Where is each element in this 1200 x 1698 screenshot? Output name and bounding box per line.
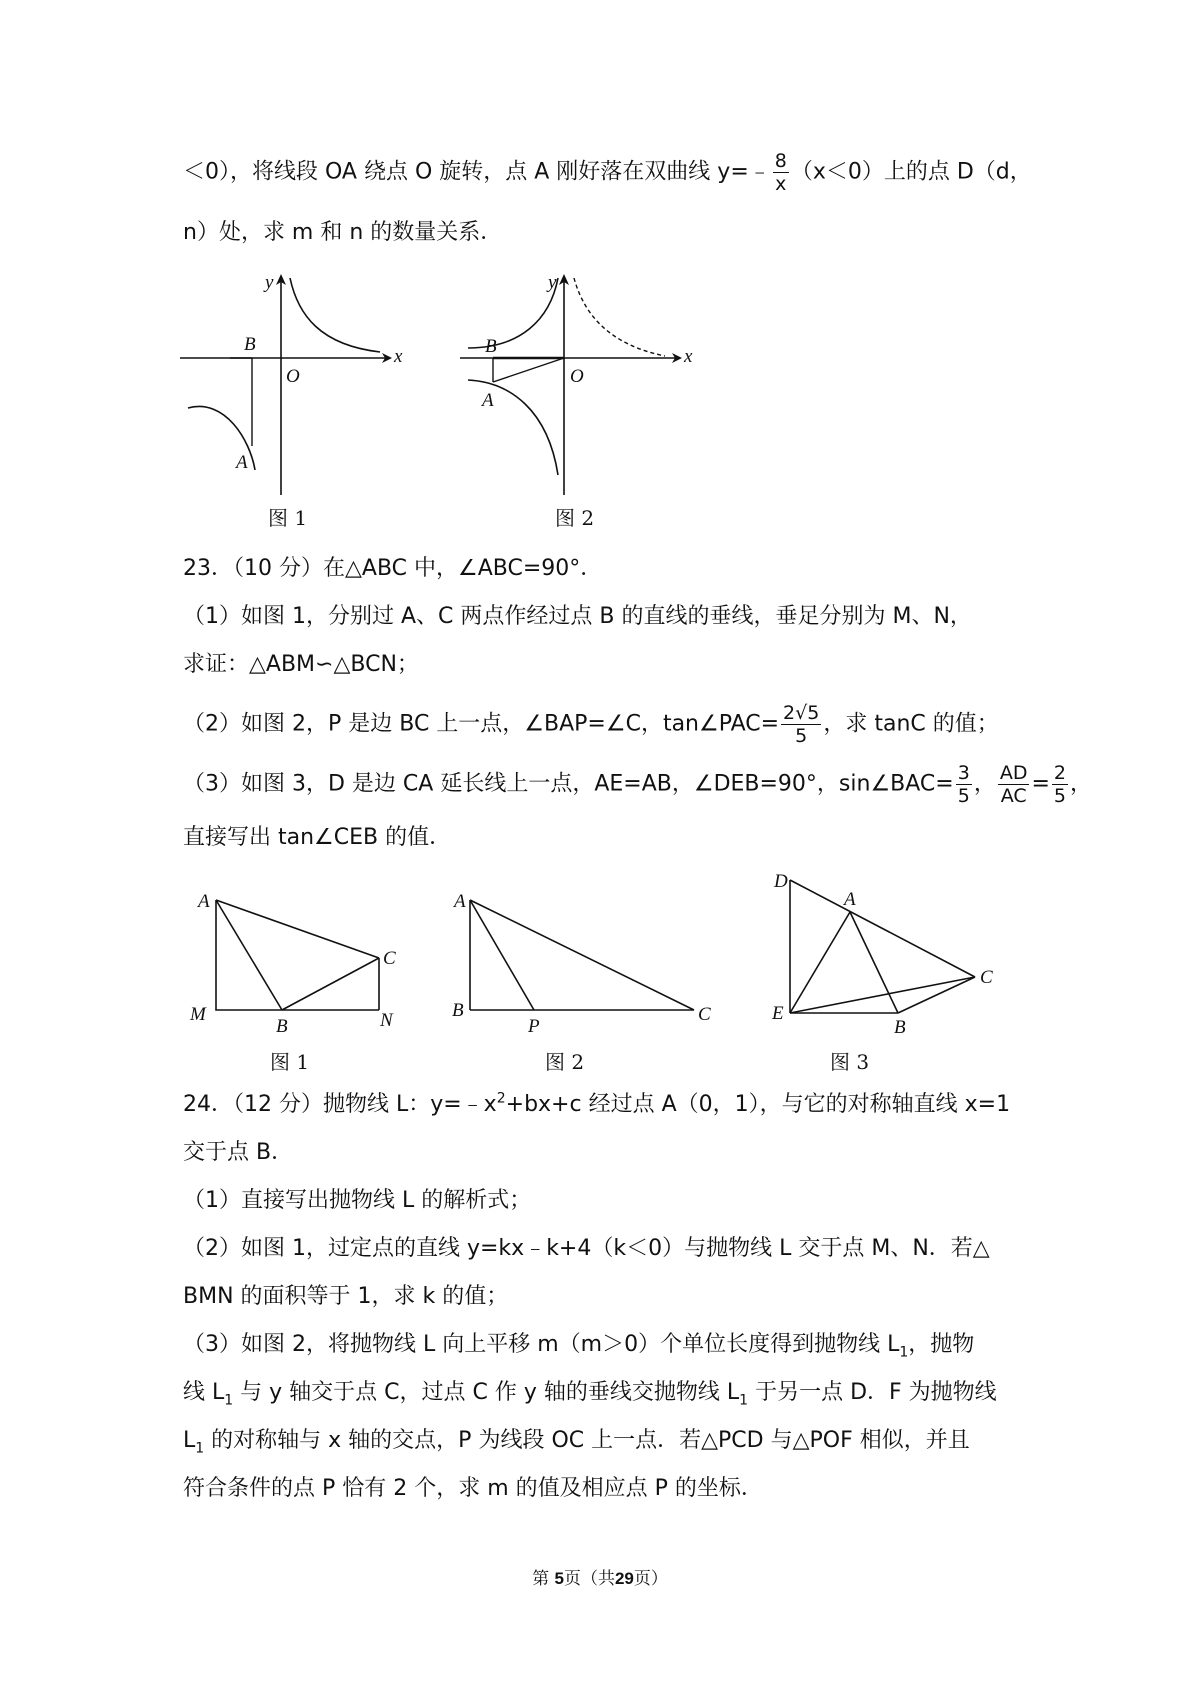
text-segment: 24．（12 分）抛物线 L：y=﹣x xyxy=(183,1092,497,1117)
axis-label-x: x xyxy=(684,346,693,367)
axis-label-y: y xyxy=(548,272,557,293)
fraction-numerator: 2√5 xyxy=(783,702,820,724)
text-segment: ， xyxy=(1070,771,1093,797)
point-label-a: A xyxy=(482,390,494,411)
text-segment: （2）如图 2，P 是边 BC 上一点，∠BAP=∠C，tan∠PAC= xyxy=(183,711,780,737)
point-label-a: A xyxy=(236,452,248,473)
hyperbola-figure-1 xyxy=(180,270,410,500)
point-label-b: B xyxy=(894,1017,906,1038)
text-segment: （3）如图 3，D 是边 CA 延长线上一点，AE=AB，∠DEB=90°，sin∠BAC= xyxy=(183,771,954,797)
footer-text: 页） xyxy=(633,1569,668,1589)
fraction xyxy=(998,762,1030,807)
subscript: 1 xyxy=(224,1392,234,1409)
fraction xyxy=(773,150,789,195)
hyperbola-figure-2 xyxy=(460,270,700,500)
fraction xyxy=(956,762,972,807)
fraction-numerator: AD xyxy=(999,762,1028,784)
text-segment: ＜0），将线段 OA 绕点 O 旋转，点 A 刚好落在双曲线 y=﹣ xyxy=(183,159,771,185)
point-label-b: B xyxy=(485,336,497,357)
point-label-c: C xyxy=(698,1004,711,1025)
fraction-numerator: 3 xyxy=(957,762,970,784)
fraction xyxy=(1052,762,1068,807)
point-label-a: A xyxy=(454,891,466,912)
point-label-e: E xyxy=(772,1003,784,1024)
point-label-o: O xyxy=(286,366,300,387)
text-segment: +bx+c 经过点 A（0，1），与它的对称轴直线 x=1 xyxy=(505,1092,1011,1117)
triangle-figure-1 xyxy=(180,880,410,1040)
text-line: （1）如图 1，分别过 A、C 两点作经过点 B 的直线的垂线，垂足分别为 M、N， xyxy=(183,604,972,629)
text-line: n）处，求 m 和 n 的数量关系． xyxy=(183,220,503,245)
text-segment: （3）如图 2，将抛物线 L 向上平移 m（m＞0）个单位长度得到抛物线 L xyxy=(183,1332,900,1357)
point-label-p: P xyxy=(528,1016,540,1037)
fraction xyxy=(781,702,821,747)
text-segment: ， xyxy=(973,771,996,797)
point-label-b: B xyxy=(452,1000,464,1021)
point-label-d: D xyxy=(774,871,788,892)
figure-caption: 图 1 xyxy=(268,506,308,530)
text-segment: ，求 tanC 的值； xyxy=(823,711,999,737)
figure-caption: 图 2 xyxy=(545,1050,585,1074)
text-line: 求证：△ABM∽△BCN； xyxy=(183,652,419,677)
subscript: 1 xyxy=(739,1392,749,1409)
fraction-denominator: 5 xyxy=(957,785,970,807)
axis-label-x: x xyxy=(394,346,403,367)
text-line xyxy=(183,762,1092,807)
fraction-denominator: x xyxy=(775,173,787,195)
fraction-denominator: AC xyxy=(1000,785,1027,807)
text-line: （1）直接写出抛物线 L 的解析式； xyxy=(183,1188,532,1213)
text-line: （2）如图 1，过定点的直线 y=kx﹣k+4（k＜0）与抛物线 L 交于点 M、N．若△ xyxy=(183,1236,990,1261)
text-line xyxy=(183,1426,970,1456)
page-number: 5 xyxy=(554,1569,564,1588)
text-segment: 线 L xyxy=(183,1380,225,1405)
figure-caption: 图 3 xyxy=(830,1050,870,1074)
fraction-denominator: 5 xyxy=(795,725,808,747)
text-line xyxy=(183,1330,974,1360)
point-label-b: B xyxy=(276,1016,288,1037)
point-label-a: A xyxy=(198,891,210,912)
question-23-title: 23．（10 分）在△ABC 中，∠ABC=90°． xyxy=(183,556,603,581)
text-line: 交于点 B． xyxy=(183,1140,294,1165)
text-segment: 的对称轴与 x 轴的交点，P 为线段 OC 上一点．若△PCD 与△POF 相似，并且 xyxy=(204,1428,970,1453)
text-line xyxy=(183,702,999,747)
text-segment: 与 y 轴交于点 C，过点 C 作 y 轴的垂线交抛物线 L xyxy=(233,1380,740,1405)
text-line: 符合条件的点 P 恰有 2 个，求 m 的值及相应点 P 的坐标． xyxy=(183,1476,763,1501)
text-segment: （x＜0）上的点 D（d， xyxy=(790,159,1032,185)
text-line: BMN 的面积等于 1，求 k 的值； xyxy=(183,1284,509,1309)
fraction-numerator: 8 xyxy=(774,150,787,172)
point-label-c: C xyxy=(383,948,396,969)
text-segment: 于另一点 D．F 为抛物线 xyxy=(748,1380,997,1405)
subscript: 1 xyxy=(195,1440,205,1457)
figure-caption: 图 1 xyxy=(270,1050,310,1074)
axis-label-y: y xyxy=(265,272,274,293)
page-footer xyxy=(0,1564,1200,1589)
point-label-o: O xyxy=(570,366,584,387)
triangle-figure-2 xyxy=(450,880,730,1040)
subscript: 1 xyxy=(899,1344,909,1361)
text-line: 直接写出 tan∠CEB 的值． xyxy=(183,825,452,850)
point-label-b: B xyxy=(244,334,256,355)
point-label-n: N xyxy=(380,1010,393,1031)
figure-caption: 图 2 xyxy=(555,506,595,530)
page-total: 29 xyxy=(614,1569,634,1588)
question-24-title xyxy=(183,1090,1010,1120)
footer-text: 页（共 xyxy=(563,1569,615,1589)
text-segment: L xyxy=(183,1428,196,1453)
point-label-a: A xyxy=(844,889,856,910)
text-segment: = xyxy=(1031,771,1050,797)
text-segment: ，抛物 xyxy=(908,1332,975,1357)
fraction-denominator: 5 xyxy=(1053,785,1067,807)
footer-text: 第 xyxy=(532,1569,550,1589)
point-label-m: M xyxy=(190,1004,206,1025)
text-line xyxy=(183,150,1032,195)
text-line xyxy=(183,1378,997,1408)
point-label-c: C xyxy=(980,967,993,988)
triangle-figure-3 xyxy=(760,865,1010,1038)
fraction-numerator: 2 xyxy=(1053,762,1067,784)
superscript: 2 xyxy=(496,1090,506,1107)
